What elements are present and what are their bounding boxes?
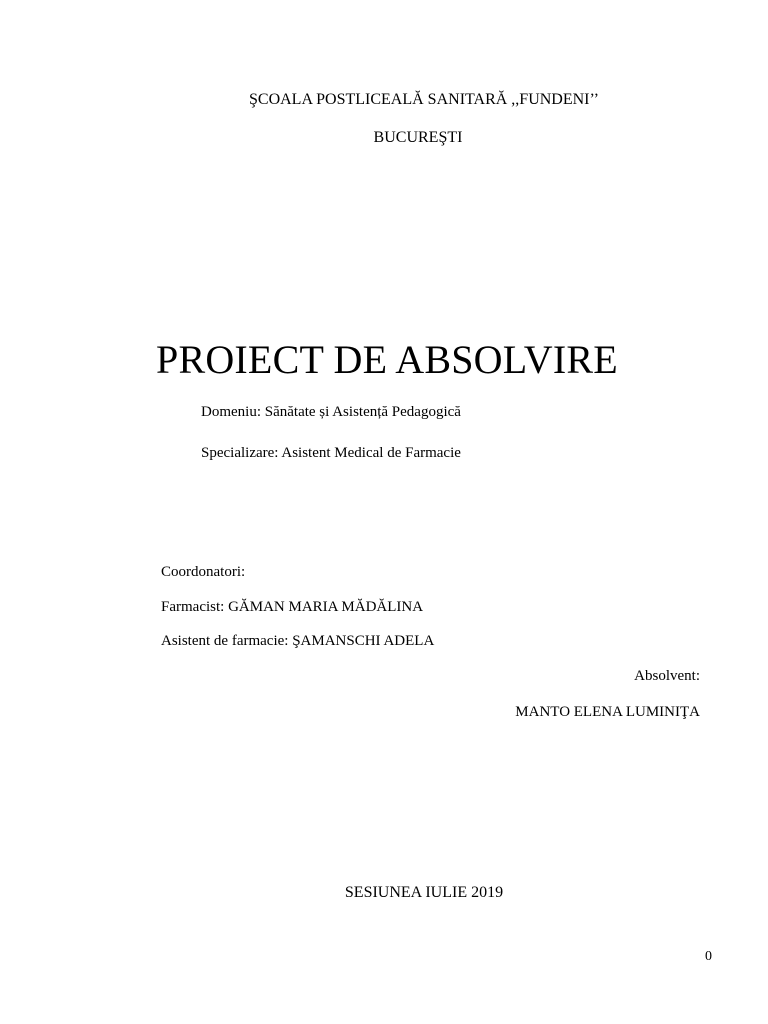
city-name: BUCUREŞTI xyxy=(373,129,463,146)
specialization-line: Specializare: Asistent Medical de Farmacie xyxy=(201,445,461,461)
school-name: ŞCOALA POSTLICEALĂ SANITARĂ ,,FUNDENI’’ xyxy=(249,91,599,108)
page-number: 0 xyxy=(705,949,712,964)
coordinator-pharmacy-assistant: Asistent de farmacie: ŞAMANSCHI ADELA xyxy=(161,633,435,649)
session-line: SESIUNEA IULIE 2019 xyxy=(344,884,504,901)
graduate-label: Absolvent: xyxy=(634,668,700,684)
coordinator-pharmacist: Farmacist: GĂMAN MARIA MĂDĂLINA xyxy=(161,599,424,615)
graduate-name: MANTO ELENA LUMINIŢA xyxy=(515,704,700,720)
domain-line: Domeniu: Sănătate și Asistență Pedagogică xyxy=(201,404,461,420)
document-title: PROIECT DE ABSOLVIRE xyxy=(156,337,618,382)
coordinators-label: Coordonatori: xyxy=(161,564,246,580)
